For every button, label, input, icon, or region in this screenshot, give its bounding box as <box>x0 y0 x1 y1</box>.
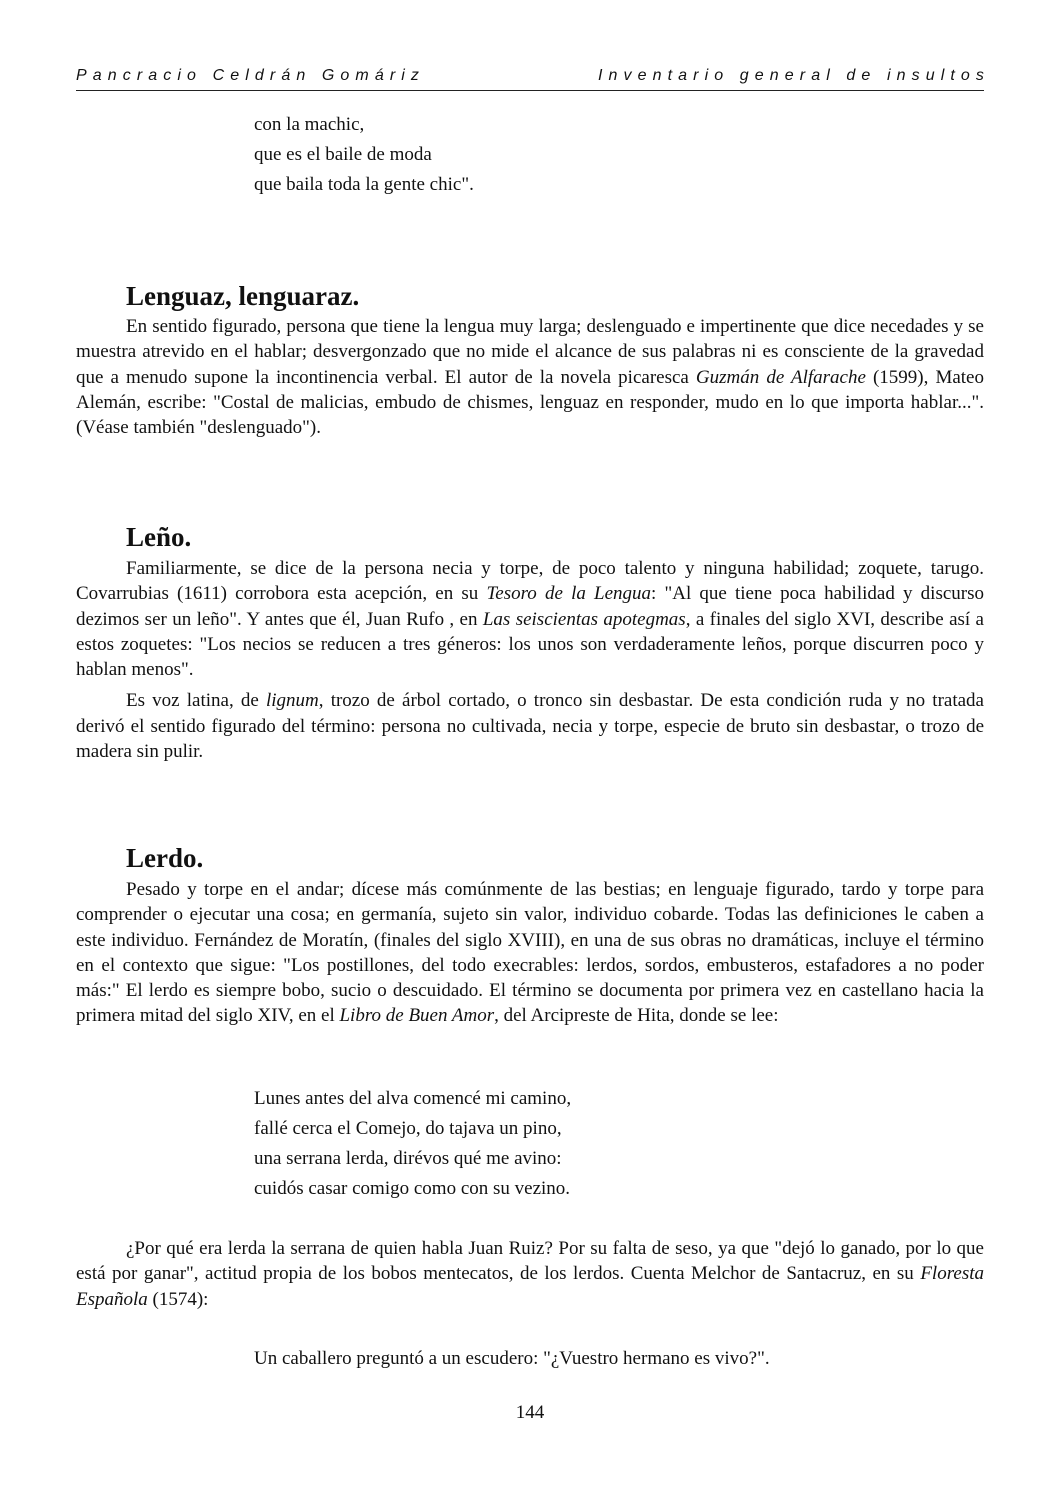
page-number: 144 <box>515 1402 545 1423</box>
verse-lerdo <box>254 1084 571 1204</box>
verse-line: Lunes antes del alva comencé mi camino, <box>254 1088 572 1109</box>
verse-line: una serrana lerda, dirévos qué me avino: <box>254 1148 562 1169</box>
work-title: Floresta Española <box>76 1263 984 1310</box>
verse-line: que es el baile de moda <box>254 144 432 165</box>
verse-line: cuidós casar comigo como con su vezino. <box>254 1178 571 1199</box>
entry-body-leno <box>76 556 984 764</box>
work-title: Guzmán de Alfarache <box>695 366 866 388</box>
verse-line: con la machic, <box>254 114 365 135</box>
paragraph: Es voz latina, de lignum, trozo de árbol cortado, o tronco sin desbastar. De esta condición ruda y no tratada derivó el sentido figurado del término: persona no cultivada, necia y torpe, especie de bruto sin desbastar, o trozo de madera sin pulir. <box>76 690 984 763</box>
entry-body-lerdo <box>76 877 984 1029</box>
work-title: Libro de Buen Amor <box>339 1005 495 1027</box>
entry-body-lerdo-2 <box>76 1236 984 1312</box>
entry-title-lerdo: Lerdo. <box>126 843 204 873</box>
paragraph: Pesado y torpe en el andar; dícese más comúnmente de las bestias; en lenguaje figurado, tardo y torpe para comprender o ejecutar una cosa; en germanía, sujeto sin valor, individuo cobarde. Todas las definiciones le caben a este individuo. Fernández de Moratín, (finales del siglo XVIII), en una de sus obras no dramáticas, incluye el término en el contexto que sigue: "Los postillones, del todo execrables: lerdos, sordos, embusteros, estafadores a no poder más:" El lerdo es siempre bobo, sucio o descuidado. El término se documenta por primera vez en castellano hacia la primera mitad del siglo XIV, en el Libro de Buen Amor, del Arcipreste de Hita, donde se lee: <box>76 879 984 1027</box>
work-title: Tesoro de la Lengua <box>486 583 652 605</box>
work-title: Las seiscientas apotegmas <box>482 608 686 630</box>
header-author: Pancracio Celdrán Gomáriz <box>76 67 426 84</box>
entry-title-lenguaz: Lenguaz, lenguaraz. <box>126 281 360 311</box>
quote-line: Un caballero preguntó a un escudero: "¿Vuestro hermano es vivo?". <box>254 1348 770 1369</box>
entry-body-lenguaz <box>76 314 984 440</box>
latin-word: lignum <box>266 690 319 712</box>
verse-top <box>254 110 474 200</box>
verse-line: que baila toda la gente chic". <box>254 174 474 195</box>
paragraph: En sentido figurado, persona que tiene la lengua muy larga; deslenguado e impertinente que dice necedades y se muestra atrevido en el hablar; desvergonzado que no mide el alcance de sus palabras ni es consciente de la gravedad que a menudo supone la incontinencia verbal. El autor de la novela picaresca Guzmán de Alfarache (1599), Mateo Alemán, escribe: "Costal de malicias, embudo de chismes, lenguaz en responder, mudo en lo que importa hablar...". (Véase también "deslenguado"). <box>76 316 984 439</box>
running-header <box>76 66 990 91</box>
paragraph: Familiarmente, se dice de la persona necia y torpe, de poco talento y ninguna habilidad; zoquete, tarugo. Covarrubias (1611) corrobora esta acepción, en su Tesoro de la Lengua: "Al que tiene poca habilidad y discurso dezimos ser un leño". Y antes que él, Juan Rufo , en Las seiscientas apotegmas, a finales del siglo XVI, describe así a estos zoquetes: "Los necios se reducen a tres géneros: los unos son verdaderamente leños, porque discurren poco y hablan menos". <box>76 558 984 681</box>
entry-title-leno: Leño. <box>126 522 192 552</box>
verse-line: fallé cerca el Comejo, do tajava un pino, <box>254 1118 562 1139</box>
paragraph: ¿Por qué era lerda la serrana de quien habla Juan Ruiz? Por su falta de seso, ya que "dejó lo ganado, por lo que está por ganar", actitud propia de los bobos mentecatos, de los lerdos. Cuenta Melchor de Santacruz, en su Floresta Española (1574): <box>76 1238 984 1310</box>
header-book-title: Inventario general de insultos <box>597 67 990 84</box>
